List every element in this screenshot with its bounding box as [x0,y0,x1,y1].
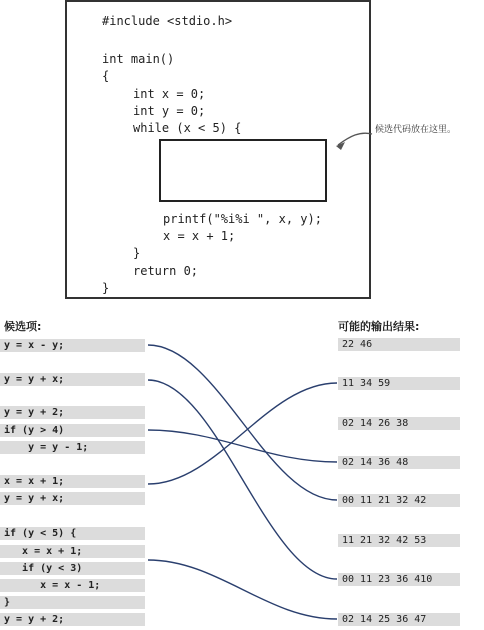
code-line: { [102,69,110,83]
output-item[interactable]: 02 14 25 36 47 [338,613,460,626]
output-item[interactable]: 02 14 26 38 [338,417,460,430]
candidate-line[interactable]: x = x + 1; [0,475,145,488]
slot-annotation: 候选代码放在这里。 [375,125,457,135]
candidate-line[interactable]: y = y + x; [0,492,145,505]
connection-line [148,383,337,484]
code-line: int main() [102,52,175,66]
output-item[interactable]: 00 11 23 36 410 [338,573,460,586]
code-line: int x = 0; [133,87,206,101]
output-item[interactable]: 11 21 32 42 53 [338,534,460,547]
candidate-line[interactable]: y = x - y; [0,339,145,352]
candidate-line[interactable]: y = y + 2; [0,613,145,626]
code-line: while (x < 5) { [133,121,242,135]
candidate-line[interactable]: if (y > 4) [0,424,145,437]
output-item[interactable]: 11 34 59 [338,377,460,390]
code-line: #include <stdio.h> [102,14,233,28]
output-item[interactable]: 00 11 21 32 42 [338,494,460,507]
output-item[interactable]: 02 14 36 48 [338,456,460,469]
candidate-line[interactable]: x = x + 1; [0,545,145,558]
candidate-slot[interactable] [159,139,327,202]
code-line: printf("%i%i ", x, y); [163,212,322,226]
output-item[interactable]: 22 46 [338,338,460,351]
outputs-heading: 可能的输出结果: [338,320,420,333]
code-line: } [133,246,141,260]
candidate-line[interactable]: y = y + 2; [0,406,145,419]
connection-line [148,380,337,579]
candidate-line[interactable]: if (y < 3) [0,562,145,575]
code-line: x = x + 1; [163,229,236,243]
candidate-line[interactable]: y = y + x; [0,373,145,386]
candidate-line[interactable]: if (y < 5) { [0,527,145,540]
code-line: int y = 0; [133,104,206,118]
connection-line [148,560,337,619]
candidate-line[interactable]: y = y - 1; [0,441,145,454]
code-panel [65,0,371,299]
candidate-line[interactable]: } [0,596,145,609]
code-line: return 0; [133,264,199,278]
candidates-heading: 候选项: [4,320,42,333]
code-line: } [102,281,110,295]
connection-line [148,345,337,500]
candidate-line[interactable]: x = x - 1; [0,579,145,592]
connection-line [148,430,337,462]
